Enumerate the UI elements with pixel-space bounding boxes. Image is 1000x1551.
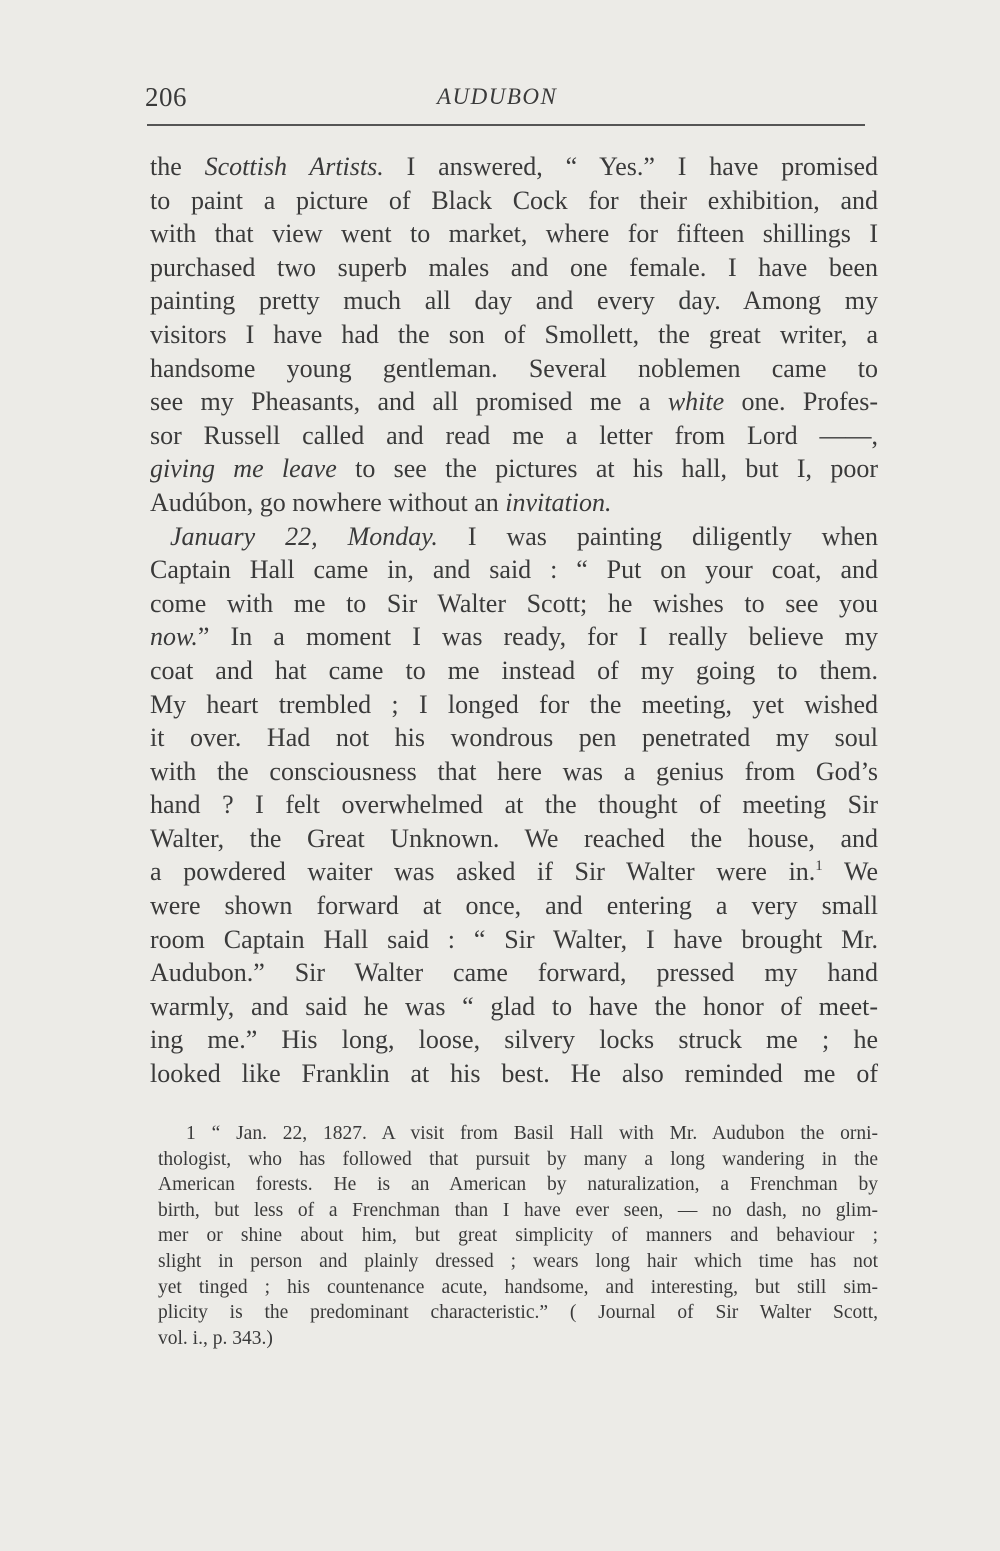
italic-run: white <box>667 387 725 417</box>
body-line: painting pretty much all day and every day. Among my <box>150 286 878 316</box>
body-line: visitors I have had the son of Smollett, the great writer, a <box>150 319 878 349</box>
body-line: My heart trembled ; I longed for the meeting, yet wished <box>150 689 878 719</box>
footnote-line: slight in person and plainly dressed ; wears long hair which time has not <box>158 1250 878 1272</box>
body-line: room Captain Hall said : “ Sir Walter, I have brought Mr. <box>150 924 878 954</box>
italic-run: January 22, Monday. <box>170 521 438 551</box>
page-number: 206 <box>145 82 187 112</box>
body-line <box>150 150 878 184</box>
body-line: were shown forward at once, and entering a very small <box>150 891 878 921</box>
italic-run: invitation. <box>505 487 612 517</box>
body-line: with that view went to market, where for fifteen shillings I <box>150 219 878 249</box>
footnote <box>158 1121 878 1351</box>
body-line: handsome young gentleman. Several noblemen came to <box>150 353 878 383</box>
body-line <box>150 486 878 520</box>
italic-run: now. <box>150 622 198 652</box>
footnote-line: yet tinged ; his countenance acute, handsome, and interesting, but still sim- <box>158 1276 878 1298</box>
text-run: ” In a moment I was ready, for I really believe my <box>197 622 878 652</box>
body-line: with the consciousness that here was a genius from God’s <box>150 756 878 786</box>
text-run: We <box>822 857 878 887</box>
body-line: Captain Hall came in, and said : “ Put on your coat, and <box>150 555 878 585</box>
footnote-marker[interactable]: 1 <box>815 858 823 875</box>
running-head <box>145 82 865 122</box>
body-line: looked like Franklin at his best. He also reminded me of <box>150 1059 878 1089</box>
footnote-line: American forests. He is an American by naturalization, a Frenchman by <box>158 1174 878 1196</box>
text-run: a powdered waiter was asked if Sir Walter were in. <box>150 857 816 887</box>
footnote-line: vol. i., p. 343.) <box>158 1327 273 1349</box>
body-line: come with me to Sir Walter Scott; he wishes to see you <box>150 588 878 618</box>
italic-run: Scottish Artists. <box>204 152 384 181</box>
footnote-line: plicity is the predominant characteristic.” ( Journal of Sir Walter Scott, <box>158 1302 878 1324</box>
body-line: warmly, and said he was “ glad to have the honor of meet- <box>150 991 878 1021</box>
text-run: I answered, “ Yes.” I have promised <box>383 152 878 181</box>
footnote-line: mer or shine about him, but great simplicity of manners and behaviour ; <box>158 1225 878 1247</box>
body-line <box>150 855 878 889</box>
running-title: AUDUBON <box>437 84 558 109</box>
footnote-line: birth, but less of a Frenchman than I have ever seen, — no dash, no glim- <box>158 1199 878 1221</box>
body-line: Walter, the Great Unknown. We reached the house, and <box>150 823 878 853</box>
body-line <box>150 620 878 654</box>
footnote-line: 1 “ Jan. 22, 1827. A visit from Basil Hall with Mr. Audubon the orni- <box>186 1123 878 1144</box>
body-line: ing me.” His long, loose, silvery locks struck me ; he <box>150 1025 878 1055</box>
italic-run: giving me leave <box>150 454 337 484</box>
text-run: to see the pictures at his hall, but I, poor <box>336 454 879 484</box>
body-text <box>150 150 878 1091</box>
body-line: sor Russell called and read me a letter from Lord ——, <box>150 420 878 450</box>
body-line: hand ? I felt overwhelmed at the thought of meeting Sir <box>150 790 878 820</box>
text-run: Audúbon, go nowhere without an <box>150 487 506 517</box>
body-line: purchased two superb males and one female. I have been <box>150 252 878 282</box>
header-rule <box>147 124 865 126</box>
text-run: the <box>150 152 205 181</box>
body-line <box>150 452 878 486</box>
body-line: Audubon.” Sir Walter came forward, pressed my hand <box>150 958 878 988</box>
body-line: it over. Had not his wondrous pen penetrated my soul <box>150 723 878 753</box>
body-line: to paint a picture of Black Cock for their exhibition, and <box>150 185 878 215</box>
text-run: one. Profes- <box>724 387 878 417</box>
text-run: I was painting diligently when <box>437 521 878 551</box>
body-line <box>150 520 878 554</box>
body-line: coat and hat came to me instead of my going to them. <box>150 655 878 685</box>
footnote-line: thologist, who has followed that pursuit by many a long wandering in the <box>158 1148 878 1170</box>
body-line <box>150 385 878 419</box>
text-run: see my Pheasants, and all promised me a <box>150 387 668 417</box>
